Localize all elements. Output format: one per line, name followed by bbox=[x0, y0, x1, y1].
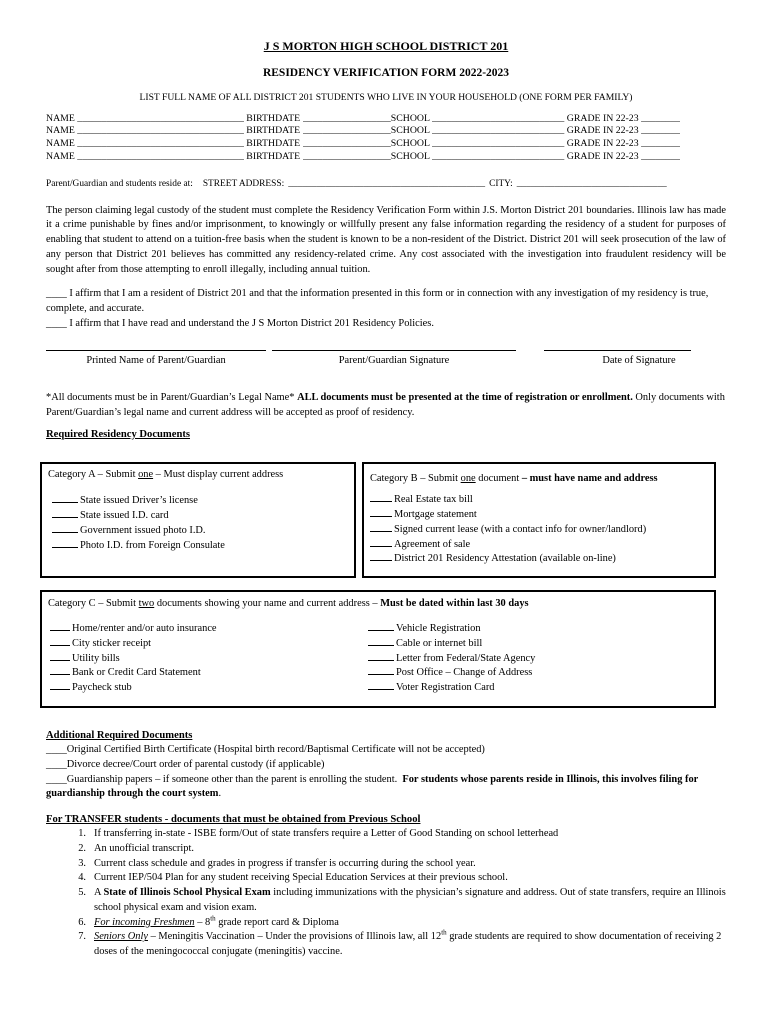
list-item[interactable] bbox=[368, 622, 535, 637]
birthdate-field[interactable]: __________________ bbox=[302, 138, 391, 150]
checkbox-blank[interactable] bbox=[50, 666, 70, 675]
student-name-label: NAME bbox=[46, 125, 78, 137]
checkbox-blank[interactable] bbox=[368, 622, 394, 631]
grade-field[interactable]: ________ bbox=[641, 138, 681, 150]
category-a-heading: Category A – Submit one – Must display current address bbox=[48, 469, 284, 480]
checkbox-blank[interactable] bbox=[50, 622, 70, 631]
checkbox-blank[interactable] bbox=[370, 508, 392, 517]
birthdate-label: BIRTHDATE bbox=[246, 125, 303, 137]
list-item[interactable] bbox=[50, 622, 217, 637]
list-item-label: City sticker receipt bbox=[72, 637, 152, 649]
list-item: 2. An unofficial transcript. bbox=[78, 842, 194, 854]
student-name-field[interactable]: __________________________________ bbox=[77, 150, 247, 162]
student-name-label: NAME bbox=[46, 112, 78, 124]
category-c-heading: Category C – Submit two documents showing your name and current address – Must be dated within last 30 days bbox=[48, 598, 529, 609]
checkbox-blank[interactable] bbox=[370, 552, 392, 561]
grade-field[interactable]: ________ bbox=[641, 150, 681, 162]
printed-name-label: Printed Name of Parent/Guardian bbox=[86, 354, 226, 366]
guardianship-item[interactable]: ____Guardianship papers – if someone other than the parent is enrolling the student. For students whose parents reside in Illinois, this involves filing for guardianship through the court system. bbox=[46, 773, 699, 800]
school-field[interactable]: ___________________________ bbox=[432, 150, 567, 162]
student-name-field[interactable]: __________________________________ bbox=[77, 138, 247, 150]
affirm-policies[interactable]: ____ I affirm that I have read and understand the J S Morton District 201 Residency Policies. bbox=[46, 317, 434, 329]
date-label: Date of Signature bbox=[602, 354, 676, 366]
student-name-label: NAME bbox=[46, 138, 78, 150]
list-item-label: Post Office – Change of Address bbox=[396, 667, 533, 679]
affirm-resident[interactable]: ____ I affirm that I am a resident of District 201 and that the information presented in this form or in connection with any investigation of my residency is true, complete, and accurate. bbox=[46, 288, 709, 315]
list-item-label: Vehicle Registration bbox=[396, 623, 481, 634]
divorce-decree-item[interactable]: ____Divorce decree/Court order of parental custody (if applicable) bbox=[46, 758, 325, 770]
checkbox-blank[interactable] bbox=[52, 524, 78, 533]
checkbox-blank[interactable] bbox=[52, 539, 78, 548]
list-item-label: Signed current lease (with a contact info for owner/landlord) bbox=[394, 523, 647, 535]
list-item[interactable] bbox=[368, 681, 535, 696]
checkbox-blank[interactable] bbox=[370, 493, 392, 502]
signature-block bbox=[46, 350, 726, 376]
list-item[interactable] bbox=[50, 652, 217, 667]
list-item-label: Real Estate tax bill bbox=[394, 494, 473, 506]
street-address-label: STREET ADDRESS: bbox=[202, 178, 285, 189]
additional-docs-heading: Additional Required Documents bbox=[46, 730, 193, 741]
street-address-field[interactable]: __________________________________________ bbox=[288, 178, 486, 189]
school-field[interactable]: ___________________________ bbox=[432, 112, 567, 124]
list-item: 3. Current class schedule and grades in progress if transfer is occurring during the school year. bbox=[78, 857, 476, 869]
checkbox-blank[interactable] bbox=[368, 637, 394, 646]
grade-field[interactable]: ________ bbox=[641, 125, 681, 137]
list-item-label: Government issued photo I.D. bbox=[80, 524, 206, 536]
student-list bbox=[46, 113, 726, 164]
list-item-label: State issued I.D. card bbox=[80, 510, 169, 522]
student-row[interactable] bbox=[46, 151, 726, 164]
school-label: SCHOOL bbox=[390, 125, 433, 137]
student-row[interactable] bbox=[46, 125, 726, 138]
birthdate-field[interactable]: __________________ bbox=[302, 112, 391, 124]
list-item[interactable] bbox=[370, 538, 714, 553]
list-item[interactable] bbox=[50, 681, 217, 696]
grade-field[interactable]: ________ bbox=[641, 112, 681, 124]
list-item[interactable] bbox=[52, 539, 354, 554]
grade-label: GRADE IN 22-23 bbox=[566, 150, 642, 162]
city-label: CITY: bbox=[489, 178, 513, 189]
list-item-label: Paycheck stub bbox=[72, 682, 132, 694]
transfer-list bbox=[46, 827, 726, 886]
list-item[interactable] bbox=[370, 523, 714, 538]
student-row[interactable] bbox=[46, 113, 726, 126]
signature-line[interactable] bbox=[272, 350, 516, 351]
checkbox-blank[interactable] bbox=[52, 494, 78, 503]
list-item-label: Letter from Federal/State Agency bbox=[396, 652, 536, 664]
list-item[interactable] bbox=[370, 508, 714, 523]
school-field[interactable]: ___________________________ bbox=[432, 125, 567, 137]
birthdate-label: BIRTHDATE bbox=[246, 138, 303, 150]
documents-note bbox=[46, 390, 726, 420]
list-item[interactable] bbox=[52, 494, 354, 509]
school-label: SCHOOL bbox=[390, 112, 433, 124]
list-item[interactable] bbox=[50, 666, 217, 681]
checkbox-blank[interactable] bbox=[368, 681, 394, 690]
list-item-label: District 201 Residency Attestation (available on-line) bbox=[394, 553, 616, 565]
grade-label: GRADE IN 22-23 bbox=[566, 138, 642, 150]
reside-label: Parent/Guardian and students reside at: bbox=[46, 178, 193, 189]
checkbox-blank[interactable] bbox=[370, 538, 392, 547]
list-item[interactable] bbox=[368, 637, 535, 652]
registration-note: ALL documents must be presented at the time of registration or enrollment. bbox=[297, 391, 633, 403]
checkbox-blank[interactable] bbox=[370, 523, 392, 532]
list-item: 7. Seniors Only – Meningitis Vaccination – Under the provisions of Illinois law, all 12th grade students are required to show documentation of receiving 2 doses of the meningococcal conjugate (meningitis) vaccine. bbox=[78, 928, 722, 958]
checkbox-blank[interactable] bbox=[50, 681, 70, 690]
list-item-label: State issued Driver’s license bbox=[80, 495, 198, 507]
category-c-left-list bbox=[50, 622, 217, 696]
list-item[interactable] bbox=[50, 637, 217, 652]
transfer-section bbox=[46, 812, 726, 960]
additional-docs-section bbox=[46, 728, 726, 802]
legal-name-note: *All documents must be in Parent/Guardian’s Legal Name* bbox=[46, 391, 295, 403]
list-item: 6. For incoming Freshmen – 8th grade report card & Diploma bbox=[78, 914, 339, 928]
residence-address-row bbox=[46, 178, 726, 191]
birthdate-label: BIRTHDATE bbox=[246, 112, 303, 124]
school-label: SCHOOL bbox=[390, 150, 433, 162]
form-instruction: LIST FULL NAME OF ALL DISTRICT 201 STUDENTS WHO LIVE IN YOUR HOUSEHOLD (ONE FORM PER FAMILY) bbox=[139, 92, 633, 104]
form-title: J S MORTON HIGH SCHOOL DISTRICT 201 bbox=[263, 39, 509, 53]
checkbox-blank[interactable] bbox=[368, 666, 394, 675]
list-item-label: Mortgage statement bbox=[394, 509, 477, 521]
birthdate-label: BIRTHDATE bbox=[246, 150, 303, 162]
list-item-label: Voter Registration Card bbox=[396, 682, 495, 694]
list-item-label: Home/renter and/or auto insurance bbox=[72, 623, 217, 634]
list-item-label: Photo I.D. from Foreign Consulate bbox=[80, 539, 225, 551]
checkbox-blank[interactable] bbox=[50, 637, 70, 646]
list-item[interactable] bbox=[52, 524, 354, 539]
signature-label: Parent/Guardian Signature bbox=[338, 354, 450, 366]
list-item[interactable] bbox=[370, 552, 714, 567]
grade-label: GRADE IN 22-23 bbox=[566, 112, 642, 124]
checkbox-blank[interactable] bbox=[368, 652, 394, 661]
required-docs-heading: Required Residency Documents bbox=[46, 428, 190, 440]
proof-note: Only documents with Parent/Guardian’s legal name and current address will be accepted as proof of residency. bbox=[46, 391, 725, 418]
city-field[interactable]: ________________________________ bbox=[516, 178, 667, 189]
date-line[interactable] bbox=[544, 350, 691, 351]
birthdate-field[interactable]: __________________ bbox=[302, 150, 391, 162]
grade-label: GRADE IN 22-23 bbox=[566, 125, 642, 137]
list-item[interactable] bbox=[368, 666, 535, 681]
list-item[interactable] bbox=[52, 509, 354, 524]
category-b-heading: Category B – Submit one document – must have name and address bbox=[370, 473, 658, 484]
form-page bbox=[46, 38, 726, 442]
list-item: 5. A State of Illinois School Physical Exam including immunizations with the physician’s signature and address. Out of state transfers, require an Illinois school physical exam and vision exam. bbox=[78, 887, 726, 913]
printed-name-line[interactable] bbox=[46, 350, 266, 351]
form-subtitle: RESIDENCY VERIFICATION FORM 2022-2023 bbox=[262, 66, 510, 79]
category-a-box bbox=[40, 462, 356, 578]
list-item-label: Cable or internet bill bbox=[396, 637, 483, 649]
list-item: 1. If transferring in-state - ISBE form/Out of state transfers require a Letter of Good Standing on school letterhead bbox=[78, 828, 559, 840]
student-name-label: NAME bbox=[46, 150, 78, 162]
checkbox-blank[interactable] bbox=[50, 652, 70, 661]
list-item: 4. Current IEP/504 Plan for any student receiving Special Education Services at their previous school. bbox=[78, 872, 508, 884]
birth-certificate-item[interactable]: ____Original Certified Birth Certificate (Hospital birth record/Baptismal Certificate will not be accepted) bbox=[46, 744, 485, 756]
checkbox-blank[interactable] bbox=[52, 509, 78, 518]
category-c-right-list bbox=[368, 622, 535, 696]
affirmations bbox=[46, 287, 726, 331]
transfer-heading: For TRANSFER students - documents that must be obtained from Previous School bbox=[46, 814, 421, 825]
list-item[interactable] bbox=[368, 652, 535, 667]
category-c-box bbox=[40, 590, 716, 708]
school-label: SCHOOL bbox=[390, 138, 433, 150]
birthdate-field[interactable]: __________________ bbox=[302, 125, 391, 137]
student-name-field[interactable]: __________________________________ bbox=[77, 125, 247, 137]
category-b-list bbox=[370, 493, 714, 567]
category-a-list bbox=[52, 494, 354, 553]
student-row[interactable] bbox=[46, 138, 726, 151]
list-item-label: Bank or Credit Card Statement bbox=[72, 667, 201, 679]
custody-paragraph: The person claiming legal custody of the student must complete the Residency Verification Form within J.S. Morton District 201 boundaries. Illinois law has made it a crime punishable by fines and/or imprisonment, to knowingly or willfully present any false information regarding the residency of a student for purposes of enabling that student to attend on a tuition-free basis when the student is known to be a non-resident of the District. District 201 will seek prosecution of the law of any person that District 201 believes has committed any residency-related crime. Any cost associated with the investigation into fraudulent residency will be sought after from those attempting to enroll illegally, including annual tuition. bbox=[46, 204, 726, 275]
transfer-list-extra bbox=[46, 886, 726, 960]
list-item-label: Agreement of sale bbox=[394, 538, 471, 550]
list-item-label: Utility bills bbox=[72, 652, 120, 664]
student-name-field[interactable]: __________________________________ bbox=[77, 112, 247, 124]
category-b-box bbox=[362, 462, 716, 578]
list-item[interactable] bbox=[370, 493, 714, 508]
school-field[interactable]: ___________________________ bbox=[432, 138, 567, 150]
